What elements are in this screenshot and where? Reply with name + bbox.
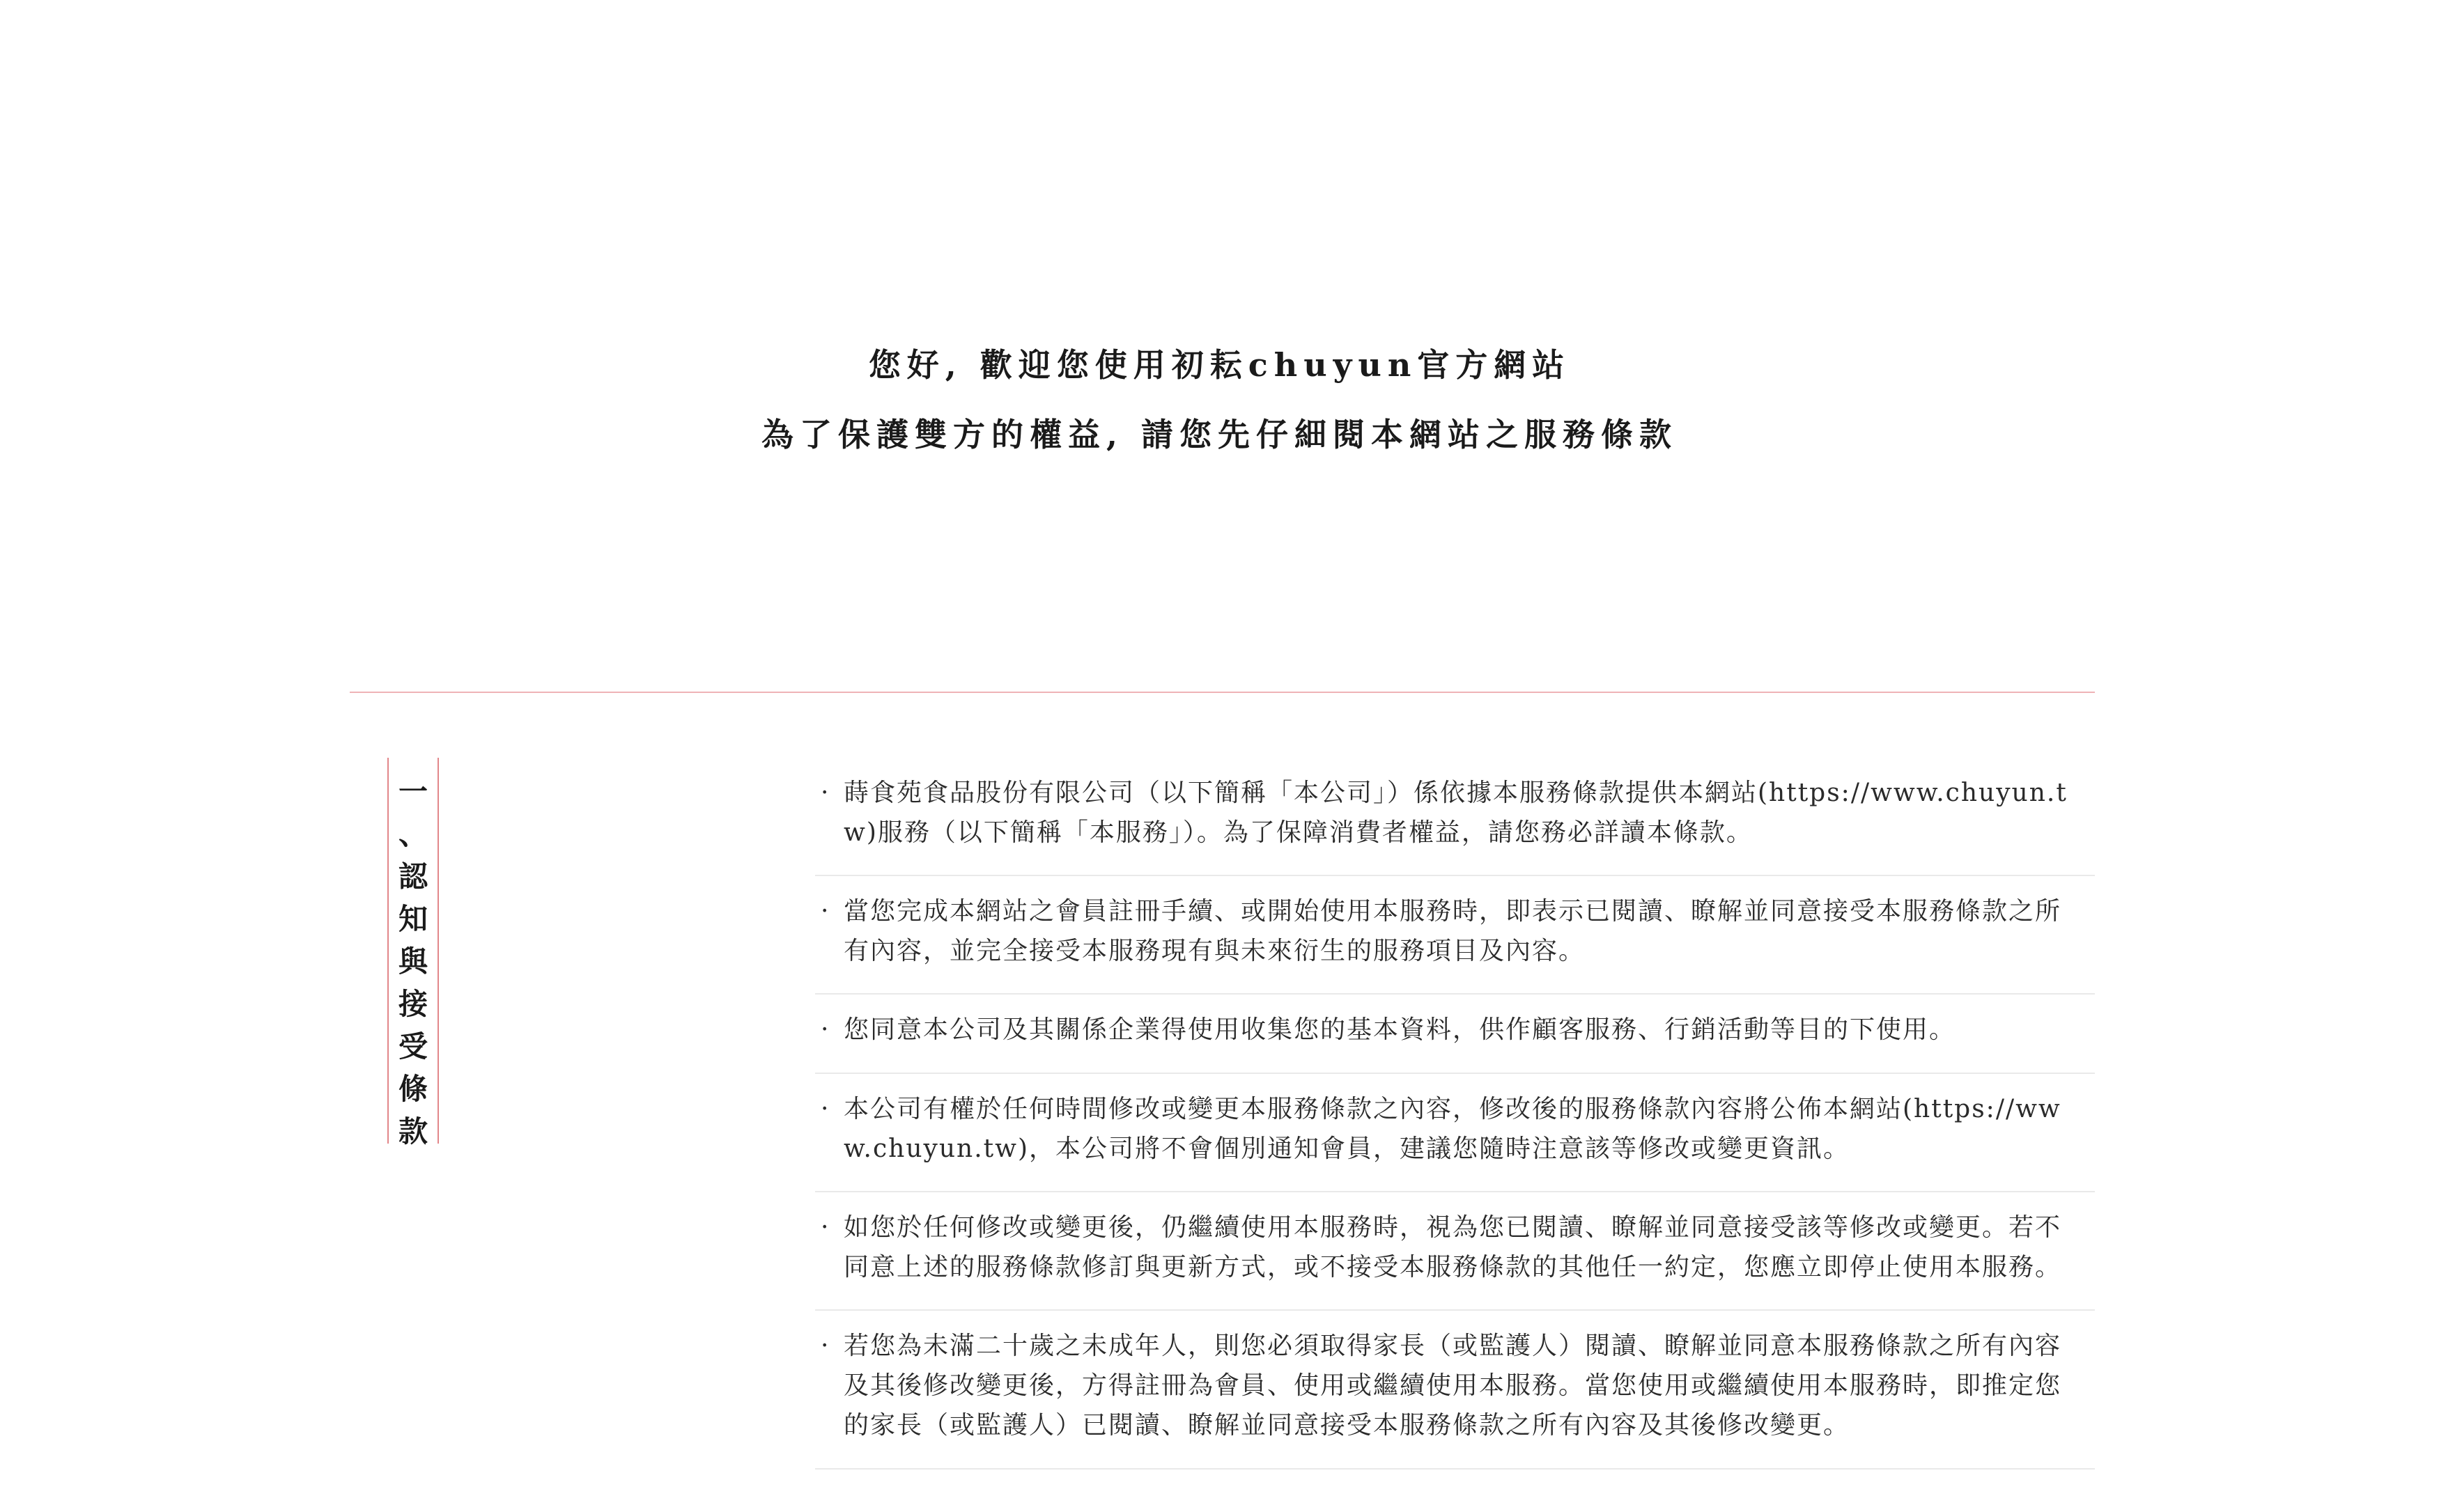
term-item <box>815 1311 2095 1470</box>
term-text: 蒔食苑食品股份有限公司（以下簡稱「本公司」）係依據本服務條款提供本網站(https://www.chuyun.tw)服務（以下簡稱「本服務」）。為了保障消費者權益，請您務必詳讀本條款。 <box>844 779 2068 847</box>
section-heading <box>387 758 439 1148</box>
heading-char: 受 <box>398 1029 428 1063</box>
heading-char: 知 <box>398 902 428 936</box>
term-item <box>815 995 2095 1074</box>
term-text: 若您為未滿二十歲之未成年人，則您必須取得家長（或監護人）閱讀、瞭解並同意本服務條款之所有內容及其後修改變更後，方得註冊為會員、使用或繼續使用本服務。當您使用或繼續使用本服務時，即推定您的家長（或監護人）已閱讀、瞭解並同意接受本服務條款之所有內容及其後修改變更。 <box>844 1332 2062 1440</box>
terms-list <box>815 758 2095 1470</box>
term-item <box>815 758 2095 876</box>
bullet-dot: · <box>821 1015 830 1044</box>
bullet-dot: · <box>821 897 830 926</box>
heading-char: 認 <box>398 859 428 894</box>
hero-banner <box>0 0 2439 693</box>
welcome-subtitle: 為了保護雙方的權益, 請您先仔細閱本網站之服務條款 <box>761 416 1678 453</box>
heading-char: 一 <box>398 774 428 809</box>
heading-char: 與 <box>398 944 428 979</box>
section-heading-text <box>389 770 438 1153</box>
term-text: 本公司有權於任何時間修改或變更本服務條款之內容，修改後的服務條款內容將公佈本網站(https://www.chuyun.tw)，本公司將不會個別通知會員，建議您隨時注意該等修改或變更資訊。 <box>844 1095 2061 1163</box>
term-text: 您同意本公司及其關係企業得使用收集您的基本資料，供作顧客服務、行銷活動等目的下使用。 <box>844 1015 1956 1044</box>
heading-char: 款 <box>398 1114 428 1148</box>
bullet-dot: · <box>821 1095 830 1123</box>
terms-section-acceptance <box>0 758 2439 1512</box>
heading-char: 條 <box>398 1072 428 1106</box>
section-divider <box>350 692 2095 693</box>
term-item <box>815 876 2095 995</box>
bullet-dot: · <box>821 1332 830 1360</box>
heading-char: 接 <box>398 987 428 1021</box>
bullet-dot: · <box>821 1213 830 1242</box>
term-text: 當您完成本網站之會員註冊手續、或開始使用本服務時，即表示已閱讀、瞭解並同意接受本服務條款之所有內容，並完全接受本服務現有與未來衍生的服務項目及內容。 <box>844 897 2062 965</box>
heading-char: 、 <box>398 817 428 851</box>
bullet-dot: · <box>821 779 830 807</box>
term-text: 如您於任何修改或變更後，仍繼續使用本服務時，視為您已閱讀、瞭解並同意接受該等修改或變更。若不同意上述的服務條款修訂與更新方式，或不接受本服務條款的其他任一約定，您應立即停止使用本服務。 <box>844 1213 2062 1281</box>
term-item <box>815 1074 2095 1192</box>
term-item <box>815 1192 2095 1311</box>
welcome-title: 您好, 歡迎您使用初耘chuyun官方網站 <box>868 346 1571 384</box>
